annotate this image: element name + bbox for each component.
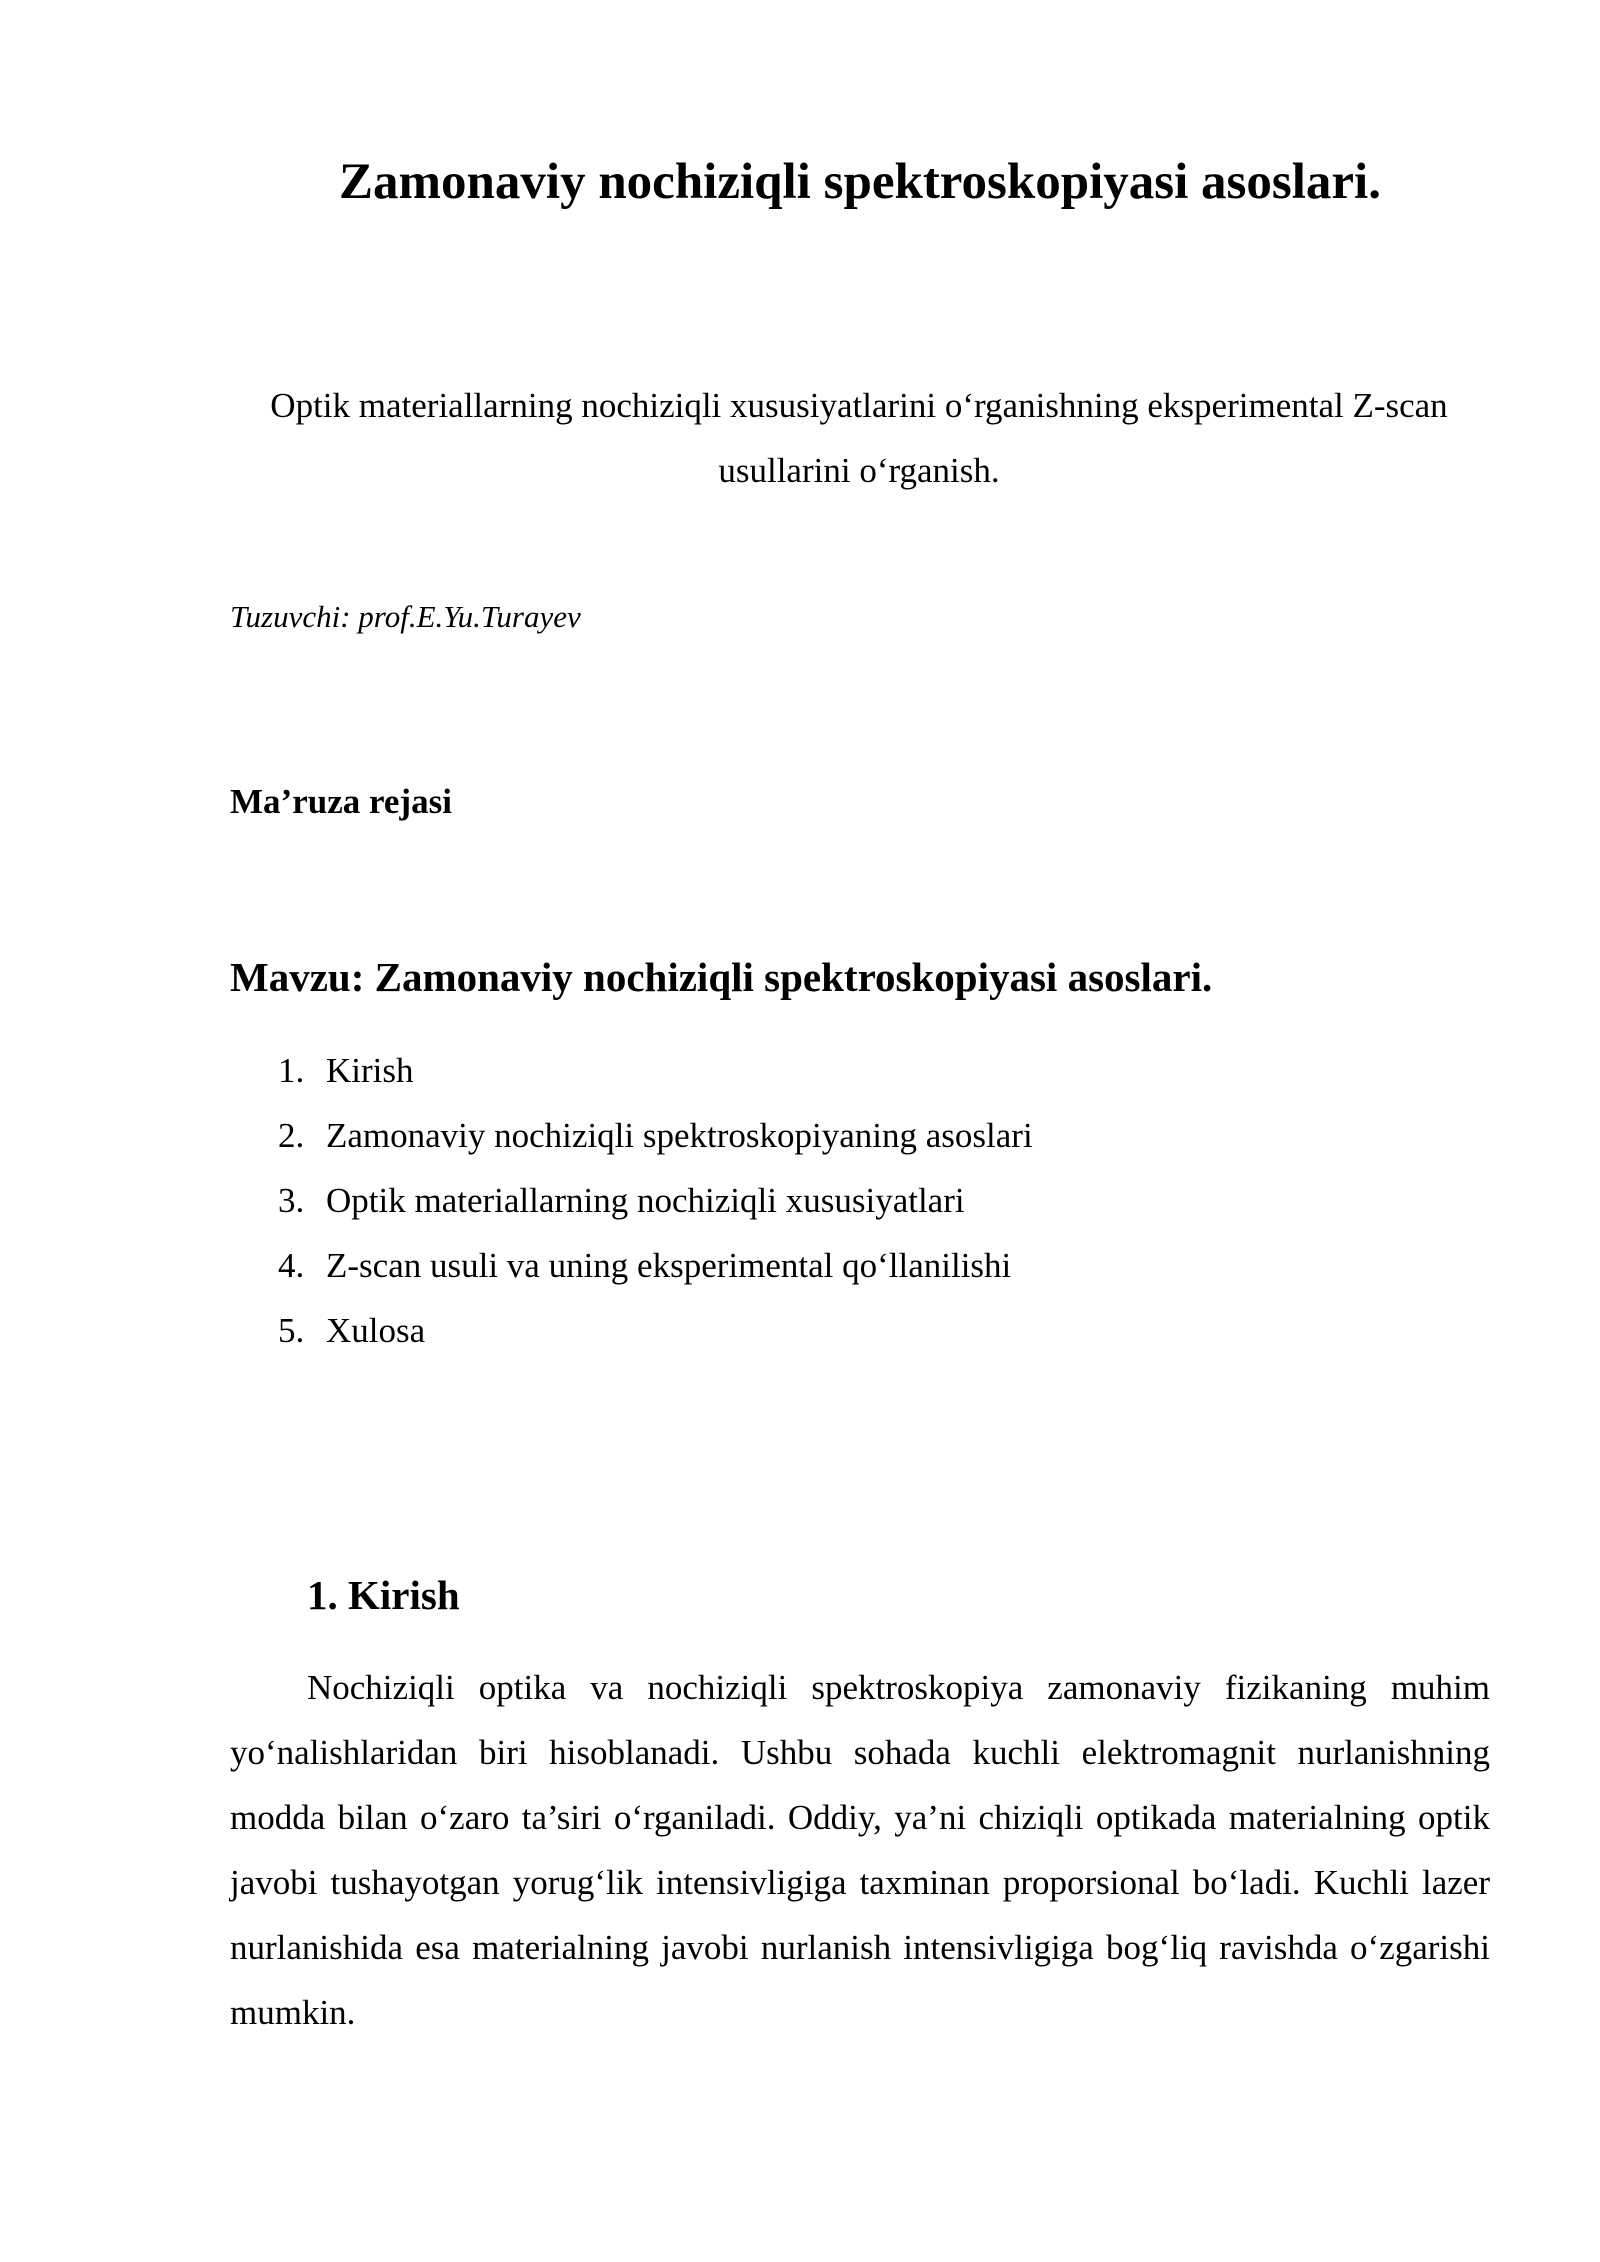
topic-heading: Mavzu: Zamonaviy nochiziqli spektroskopiyasi asoslari.: [230, 954, 1213, 1000]
list-item: [230, 1103, 1033, 1168]
list-item: [230, 1168, 1033, 1233]
list-item-number: 4.: [278, 1246, 305, 1285]
list-item-number: 3.: [278, 1181, 305, 1220]
list-item-label: Z-scan usuli va uning eksperimental qo‘llanilishi: [326, 1246, 1012, 1285]
section-heading: 1. Kirish: [307, 1572, 460, 1618]
author-line: Tuzuvchi: prof.E.Yu.Turayev: [230, 599, 581, 634]
list-item: [230, 1298, 1033, 1363]
list-item-number: 5.: [278, 1311, 305, 1350]
section-paragraph: Nochiziqli optika va nochiziqli spektroskopiya zamonaviy fizikaning muhim yo‘nalishlaridan biri hisoblanadi. Ushbu sohada kuchli elektromagnit nurlanishning modda bilan o‘zaro ta’siri o‘rganiladi. Oddiy, ya’ni chiziqli optikada materialning optik javobi tushayotgan yorug‘lik intensivligiga taxminan proporsional bo‘ladi. Kuchli lazer nurlanishida esa materialning javobi nurlanish intensivligiga bog‘liq ravishda o‘zgarishi mumkin.: [230, 1668, 1490, 2032]
list-item: [230, 1038, 1033, 1103]
list-item-number: 1.: [278, 1051, 305, 1090]
document-subtitle: Optik materiallarning nochiziqli xususiyatlarini o‘rganishning eksperimental Z-scan usullarini o‘rganish.: [270, 386, 1448, 490]
list-item-label: Optik materiallarning nochiziqli xususiyatlari: [326, 1181, 965, 1220]
lecture-plan-heading: Ma’ruza rejasi: [230, 782, 452, 821]
list-item-number: 2.: [278, 1116, 305, 1155]
list-item-label: Zamonaviy nochiziqli spektroskopiyaning asoslari: [326, 1116, 1033, 1155]
document-title: Zamonaviy nochiziqli spektroskopiyasi asoslari.: [339, 154, 1381, 210]
lecture-plan-list: [230, 1038, 1033, 1363]
list-item-label: Kirish: [326, 1051, 414, 1090]
list-item: [230, 1233, 1033, 1298]
list-item-label: Xulosa: [326, 1311, 426, 1350]
